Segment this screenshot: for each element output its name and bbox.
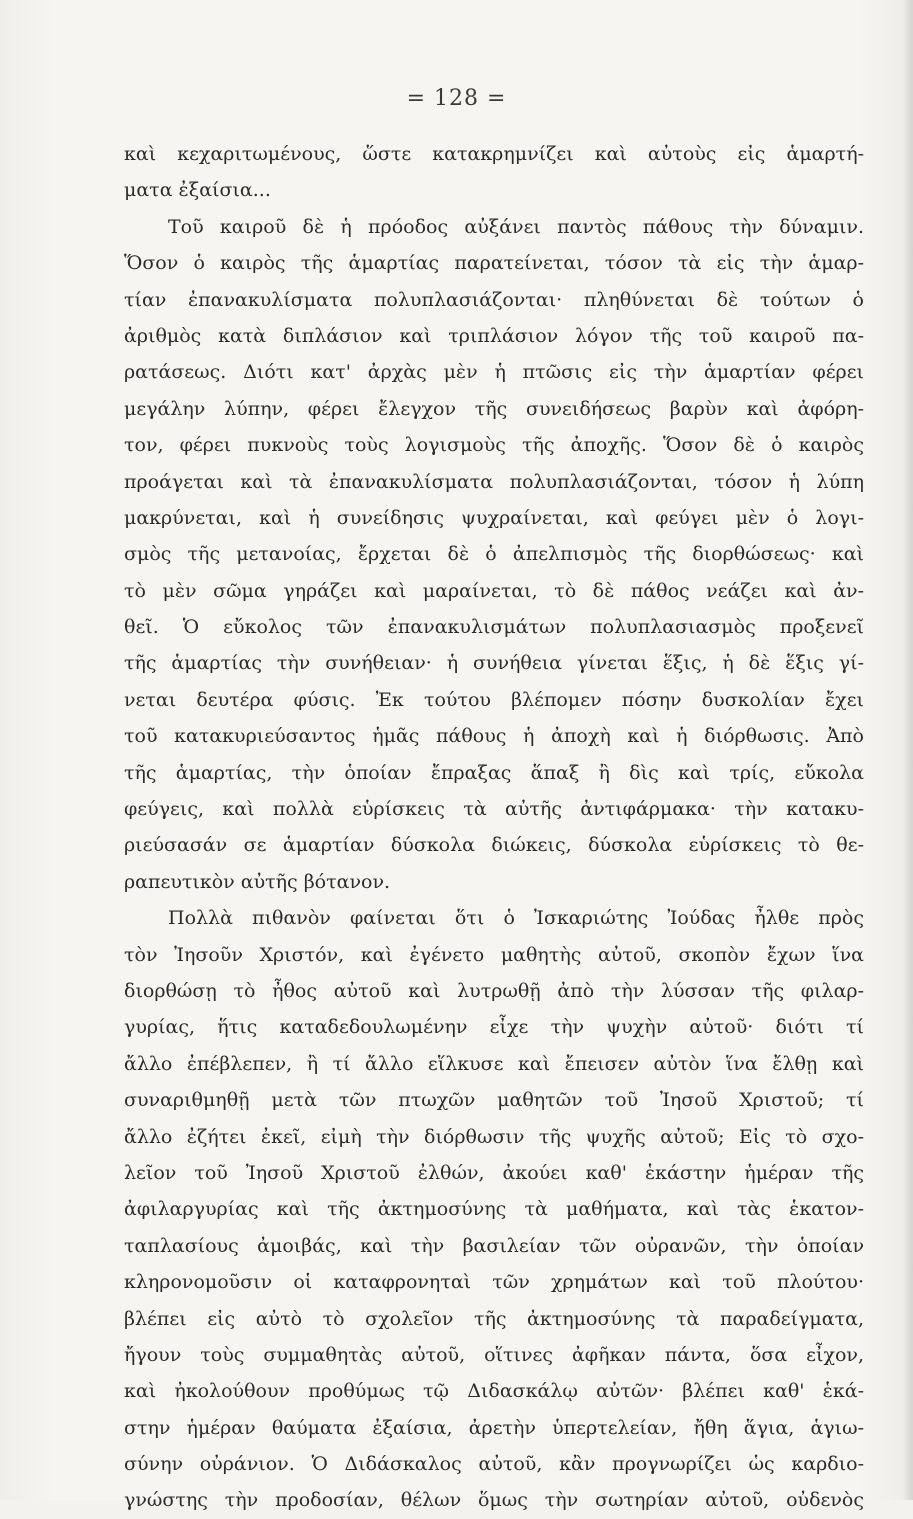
text-line: ἄλλο ἐζήτει ἐκεῖ, εἰμὴ τὴν διόρθωσιν τῆς ψυχῆς αὐτοῦ; Εἰς τὸ σχο- — [124, 1125, 864, 1148]
text-line: ἀριθμὸς κατὰ διπλάσιον καὶ τριπλάσιον λόγον τῆς τοῦ καιροῦ πα- — [124, 324, 864, 347]
text-line: τίαν ἐπανακυλίσματα πολυπλασιάζονται· πληθύνεται δὲ τούτων ὁ — [124, 288, 864, 311]
text-line: γυρίας, ἥτις καταδεδουλωμένην εἶχε τὴν ψυχὴν αὐτοῦ· διότι τί — [124, 1016, 864, 1039]
text-line: τῆς ἁμαρτίας, τὴν ὁποίαν ἔπραξας ἅπαξ ἢ δὶς καὶ τρίς, εὔκολα — [124, 761, 864, 784]
text-line: Ὅσον ὁ καιρὸς τῆς ἁμαρτίας παρατείνεται, τόσον τὰ εἰς τὴν ἁμαρ- — [124, 252, 864, 275]
text-line: ἤγουν τοὺς συμμαθητὰς αὐτοῦ, οἵτινες ἀφῆκαν πάντα, ὅσα εἶχον, — [124, 1343, 864, 1366]
text-line: ἀφιλαργυρίας καὶ τῆς ἀκτημοσύνης τὰ μαθήματα, καὶ τὰς ἑκατον- — [124, 1198, 864, 1221]
text-line: μεγάλην λύπην, φέρει ἔλεγχον τῆς συνειδήσεως βαρὺν καὶ ἀφόρη- — [124, 397, 864, 420]
text-line: προάγεται καὶ τὰ ἐπανακυλίσματα πολυπλασιάζονται, τόσον ἡ λύπη — [124, 470, 864, 493]
text-line: θεῖ. Ὁ εὔκολος τῶν ἐπανακυλισμάτων πολυπλασιασμὸς προξενεῖ — [124, 616, 864, 639]
text-line: Πολλὰ πιθανὸν φαίνεται ὅτι ὁ Ἰσκαριώτης Ἰούδας ἦλθε πρὸς — [168, 907, 864, 930]
text-line: ρατάσεως. Διότι κατ' ἀρχὰς μὲν ἡ πτῶσις εἰς τὴν ἁμαρτίαν φέρει — [124, 361, 864, 384]
body-text — [124, 136, 864, 1519]
text-line: καὶ ἠκολούθουν προθύμως τῷ Διδασκάλῳ αὐτῶν· βλέπει καθ' ἑκά- — [124, 1380, 864, 1403]
text-line: ματα ἐξαίσια... — [124, 179, 271, 202]
text-line: κληρονομοῦσιν οἱ καταφρονηταὶ τῶν χρημάτων καὶ τοῦ πλούτου· — [124, 1271, 864, 1294]
text-line: νεται δευτέρα φύσις. Ἐκ τούτου βλέπομεν πόσην δυσκολίαν ἔχει — [124, 688, 864, 711]
text-line: τον, φέρει πυκνοὺς τοὺς λογισμοὺς τῆς ἀποχῆς. Ὅσον δὲ ὁ καιρὸς — [124, 434, 864, 457]
text-line: διορθώσῃ τὸ ἦθος αὐτοῦ καὶ λυτρωθῇ ἀπὸ τὴν λύσσαν τῆς φιλαρ- — [124, 979, 864, 1002]
text-line: τοῦ κατακυριεύσαντος ἡμᾶς πάθους ἡ ἀποχὴ καὶ ἡ διόρθωσις. Ἀπὸ — [124, 725, 864, 748]
text-line: τὸν Ἰησοῦν Χριστόν, καὶ ἐγένετο μαθητὴς αὐτοῦ, σκοπὸν ἔχων ἵνα — [124, 943, 864, 966]
text-line: ραπευτικὸν αὐτῆς βότανον. — [124, 870, 391, 893]
text-line: συναριθμηθῇ μετὰ τῶν πτωχῶν μαθητῶν τοῦ Ἰησοῦ Χριστοῦ; τί — [124, 1089, 864, 1112]
text-line: Τοῦ καιροῦ δὲ ἡ πρόοδος αὐξάνει παντὸς πάθους τὴν δύναμιν. — [168, 215, 864, 238]
text-line: στην ἡμέραν θαύματα ἐξαίσια, ἀρετὴν ὑπερτελείαν, ἤθη ἅγια, ἁγιω- — [124, 1416, 864, 1439]
text-line: μακρύνεται, καὶ ἡ συνείδησις ψυχραίνεται, καὶ φεύγει μὲν ὁ λογι- — [124, 506, 864, 529]
text-line: σύνην οὐράνιον. Ὁ Διδάσκαλος αὐτοῦ, κἂν προγνωρίζει ὡς καρδιο- — [124, 1453, 864, 1476]
text-line: φεύγεις, καὶ πολλὰ εὑρίσκεις τὰ αὐτῆς ἀντιφάρμακα· τὴν κατακυ- — [124, 798, 864, 821]
text-line: ταπλασίους ἀμοιβάς, καὶ τὴν βασιλείαν τῶν οὐρανῶν, τὴν ὁποίαν — [124, 1234, 864, 1257]
text-line: καὶ κεχαριτωμένους, ὥστε κατακρημνίζει καὶ αὐτοὺς εἰς ἁμαρτή- — [124, 143, 864, 165]
text-line: βλέπει εἰς αὐτὸ τὸ σχολεῖον τῆς ἀκτημοσύνης τὰ παραδείγματα, — [124, 1307, 864, 1330]
page-number: = 128 = — [406, 86, 507, 111]
text-line: σμὸς τῆς μετανοίας, ἔρχεται δὲ ὁ ἀπελπισμὸς τῆς διορθώσεως· καὶ — [124, 543, 864, 566]
text-line: τὸ μὲν σῶμα γηράζει καὶ μαραίνεται, τὸ δὲ πάθος νεάζει καὶ ἀν- — [124, 579, 864, 602]
text-line: τῆς ἁμαρτίας τὴν συνήθειαν· ἡ συνήθεια γίνεται ἕξις, ἡ δὲ ἕξις γί- — [124, 652, 864, 675]
text-line: λεῖον τοῦ Ἰησοῦ Χριστοῦ ἐλθών, ἀκούει καθ' ἑκάστην ἡμέραν τῆς — [124, 1161, 864, 1184]
text-line: ριεύσασάν σε ἁμαρτίαν δύσκολα διώκεις, δύσκολα εὑρίσκεις τὸ θε- — [124, 834, 864, 857]
text-line: γνώστης τὴν προδοσίαν, θέλων ὅμως τὴν σωτηρίαν αὐτοῦ, οὐδενὸς — [124, 1489, 864, 1512]
page-edge-shadow — [903, 0, 913, 1500]
text-line: ἄλλο ἐπέβλεπεν, ἢ τί ἄλλο εἵλκυσε καὶ ἔπεισεν αὐτὸν ἵνα ἔλθῃ καὶ — [124, 1052, 864, 1075]
